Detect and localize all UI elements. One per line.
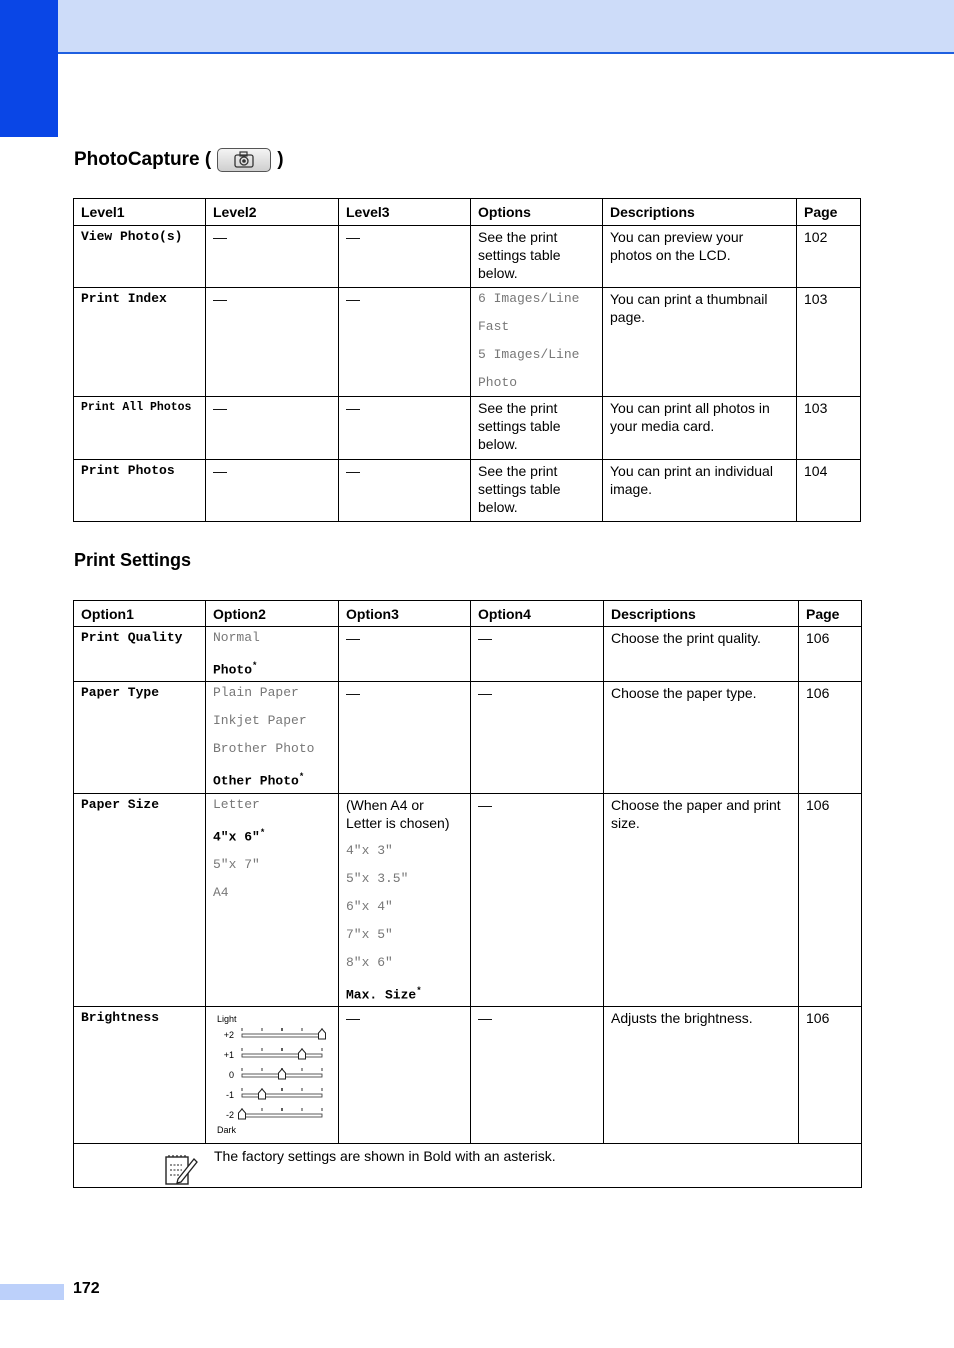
option-value: 5 Images/Line — [478, 347, 580, 362]
description-cell: Choose the paper type. — [604, 682, 799, 793]
option2-cell — [206, 682, 339, 793]
photocapture-heading — [74, 148, 284, 172]
col-header: Descriptions — [603, 199, 797, 226]
option-value: 4"x 3" — [346, 842, 393, 858]
page-number-tab — [0, 1284, 64, 1300]
level2-cell: — — [206, 226, 339, 288]
table-row — [74, 682, 862, 793]
slider-level-label: 0 — [228, 1069, 234, 1080]
level1-cell: Print Photos — [74, 460, 206, 522]
option4-cell: — — [471, 1006, 604, 1143]
table-row — [74, 1006, 862, 1143]
default-option-value: Photo* — [213, 661, 258, 678]
print-settings-table — [73, 600, 862, 1188]
default-marker: * — [298, 772, 305, 783]
table-row — [74, 460, 861, 522]
col-header: Page — [797, 199, 861, 226]
photocapture-heading-text: PhotoCapture ( — [74, 149, 212, 170]
slider-level-label: -2 — [225, 1109, 234, 1120]
slider-level-label: +1 — [223, 1049, 234, 1060]
table-row — [74, 226, 861, 288]
photocapture-table — [73, 198, 861, 522]
option-value: A4 — [213, 884, 229, 900]
option-value: 6 Images/Line — [478, 291, 580, 306]
page-cell: 106 — [799, 627, 862, 682]
col-header: Options — [471, 199, 603, 226]
default-marker: * — [259, 827, 266, 838]
table-row — [74, 288, 861, 397]
slider-handle — [319, 1029, 326, 1039]
col-header: Level3 — [339, 199, 471, 226]
option-value: 7"x 5" — [346, 926, 393, 942]
slider-level-label: -1 — [225, 1089, 234, 1100]
page-cell: 103 — [797, 288, 861, 397]
table-row — [74, 793, 862, 1006]
default-option-value: 4"x 6"* — [213, 827, 266, 844]
level3-cell: — — [339, 397, 471, 460]
col-header: Level2 — [206, 199, 339, 226]
slider-handle — [259, 1089, 266, 1099]
note-row — [74, 1143, 862, 1187]
note-pencil-icon — [164, 1153, 198, 1187]
level3-cell: — — [339, 460, 471, 522]
default-marker: * — [252, 661, 258, 671]
page-cell: 103 — [797, 397, 861, 460]
options-cell: See the print settings table below. — [471, 460, 603, 522]
col-header: Option2 — [206, 601, 339, 627]
option1-cell: Paper Type — [74, 682, 206, 793]
camera-key-icon — [217, 148, 271, 172]
option3-cell — [339, 793, 471, 1006]
option2-cell — [206, 1006, 339, 1143]
default-option-value: Other Photo* — [213, 772, 305, 789]
page-cell: 106 — [799, 682, 862, 793]
page-cell: 106 — [799, 1006, 862, 1143]
slider-handle — [239, 1109, 246, 1119]
col-header: Option4 — [471, 601, 604, 627]
col-header: Option3 — [339, 601, 471, 627]
options-cell: See the print settings table below. — [471, 397, 603, 460]
level3-cell: — — [339, 226, 471, 288]
level1-cell: View Photo(s) — [74, 226, 206, 288]
option2-cell — [206, 627, 339, 682]
option3-cell: — — [339, 627, 471, 682]
col-header: Option1 — [74, 601, 206, 627]
default-marker: * — [416, 985, 422, 996]
col-header: Descriptions — [604, 601, 799, 627]
note-text: The factory settings are shown in Bold with an asterisk. — [214, 1147, 556, 1164]
option1-cell: Brightness — [74, 1006, 206, 1143]
slider-track — [242, 1054, 322, 1057]
description-cell: You can preview your photos on the LCD. — [603, 226, 797, 288]
page-cell: 104 — [797, 460, 861, 522]
option-value: Photo — [478, 375, 518, 390]
option-value: Plain Paper — [213, 685, 299, 701]
table-row — [74, 627, 862, 682]
level1-cell: Print All Photos — [74, 397, 206, 460]
level3-cell: — — [339, 288, 471, 397]
option-value: 5"x 7" — [213, 856, 260, 872]
option4-cell: — — [471, 627, 604, 682]
option-value: 5"x 3.5" — [346, 870, 409, 886]
col-header: Page — [799, 601, 862, 627]
print-settings-heading: Print Settings — [74, 550, 192, 570]
option-value: Fast — [478, 319, 510, 334]
page-cell: 102 — [797, 226, 861, 288]
slider-track — [242, 1034, 322, 1037]
option4-cell: — — [471, 682, 604, 793]
slider-track — [242, 1114, 322, 1117]
options-cell — [471, 288, 603, 397]
option-value: 6"x 4" — [346, 898, 393, 914]
col-header: Level1 — [74, 199, 206, 226]
chapter-tab — [0, 0, 58, 137]
slider-level-label: +2 — [223, 1029, 234, 1040]
description-cell: You can print an individual image. — [603, 460, 797, 522]
page-cell: 106 — [799, 793, 862, 1006]
description-cell: You can print all photos in your media card. — [603, 397, 797, 460]
description-cell: Choose the paper and print size. — [604, 793, 799, 1006]
option3-condition: (When A4 or Letter is chosen) — [346, 796, 450, 831]
option3-cell: — — [339, 1006, 471, 1143]
description-cell: You can print a thumbnail page. — [603, 288, 797, 397]
option-value: Inkjet Paper — [213, 713, 307, 729]
slider-bottom-label: Dark — [217, 1124, 237, 1135]
description-cell: Choose the print quality. — [604, 627, 799, 682]
option-value: Normal — [213, 630, 260, 645]
level1-cell: Print Index — [74, 288, 206, 397]
brightness-slider-diagram — [214, 1011, 330, 1139]
slider-handle — [299, 1049, 306, 1059]
level2-cell: — — [206, 288, 339, 397]
option3-cell: — — [339, 682, 471, 793]
options-cell: See the print settings table below. — [471, 226, 603, 288]
photocapture-heading-close: ) — [277, 149, 284, 170]
option-value: Brother Photo — [213, 741, 315, 757]
option-value: Letter — [213, 796, 260, 812]
option1-cell: Print Quality — [74, 627, 206, 682]
level2-cell: — — [206, 397, 339, 460]
slider-handle — [279, 1069, 286, 1079]
slider-track — [242, 1094, 322, 1097]
page-number: 172 — [73, 1280, 100, 1297]
header-band — [0, 0, 954, 54]
option4-cell: — — [471, 793, 604, 1006]
slider-top-label: Light — [217, 1013, 237, 1024]
option-value: 8"x 6" — [346, 954, 393, 970]
option2-cell — [206, 793, 339, 1006]
level2-cell: — — [206, 460, 339, 522]
table-row — [74, 397, 861, 460]
option1-cell: Paper Size — [74, 793, 206, 1006]
description-cell: Adjusts the brightness. — [604, 1006, 799, 1143]
default-option-value: Max. Size* — [346, 985, 422, 1002]
